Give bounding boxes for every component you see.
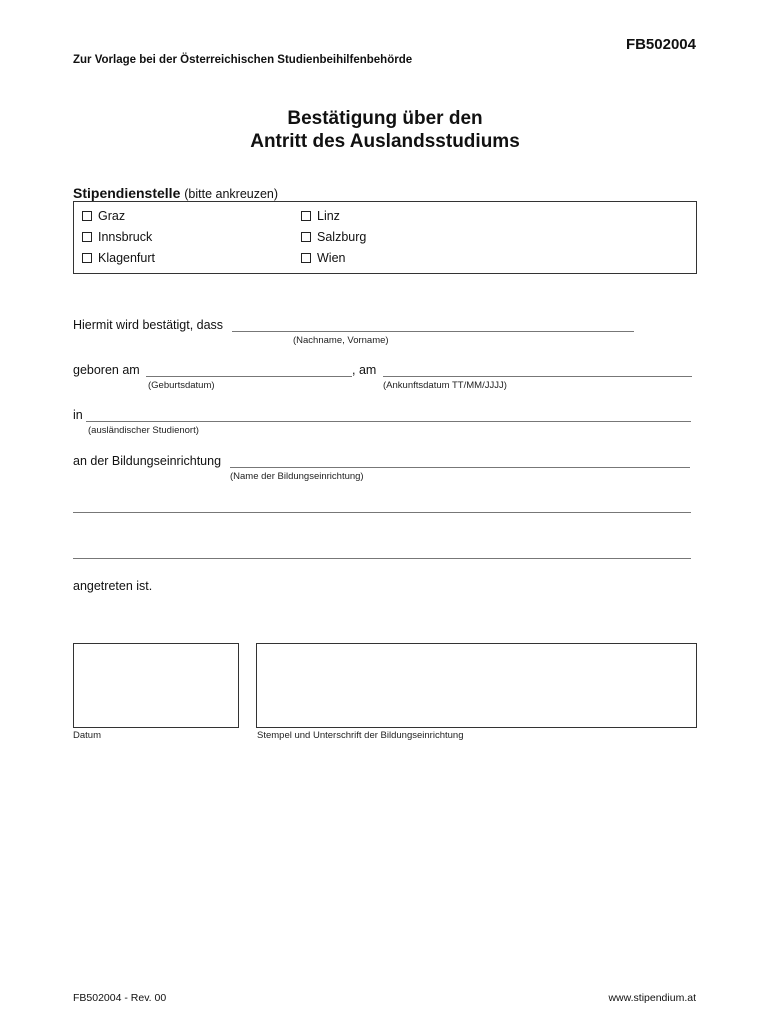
place-hint: (ausländischer Studienort): [88, 425, 199, 436]
closing-text: angetreten ist.: [73, 579, 153, 593]
checkbox-innsbruck[interactable]: [82, 232, 92, 242]
footer-revision: FB502004 - Rev. 00: [73, 992, 167, 1004]
arrival-date-field[interactable]: [383, 376, 692, 377]
birthdate-field[interactable]: [146, 376, 352, 377]
date-box[interactable]: [73, 643, 239, 728]
option-graz[interactable]: [82, 209, 125, 223]
option-salzburg[interactable]: [301, 230, 366, 244]
stipendienstelle-hint: (bitte ankreuzen): [184, 187, 279, 201]
document-title-line1: Bestätigung über den: [287, 108, 483, 129]
option-label: Innsbruck: [98, 230, 153, 244]
in-label: in: [73, 408, 83, 422]
institution-field-line2[interactable]: [73, 512, 691, 513]
checkbox-graz[interactable]: [82, 211, 92, 221]
option-label: Linz: [317, 209, 340, 223]
option-wien[interactable]: [301, 251, 345, 265]
study-place-field[interactable]: [86, 421, 691, 422]
confirm-label: Hiermit wird bestätigt, dass: [73, 318, 224, 332]
stipendienstelle-label: Stipendienstelle: [73, 185, 181, 201]
stipendienstelle-heading: [73, 185, 278, 201]
form-code: FB502004: [625, 36, 696, 53]
footer-website: www.stipendium.at: [608, 992, 696, 1004]
date-label: Datum: [73, 730, 101, 741]
institution-field[interactable]: [230, 467, 690, 468]
option-label: Klagenfurt: [98, 251, 155, 265]
checkbox-salzburg[interactable]: [301, 232, 311, 242]
institution-label: an der Bildungseinrichtung: [73, 454, 222, 468]
name-field[interactable]: [232, 331, 634, 332]
authority-subheader: Zur Vorlage bei der Österreichischen Studienbeihilfenbehörde: [73, 54, 413, 66]
option-label: Graz: [98, 209, 126, 223]
institution-hint: (Name der Bildungseinrichtung): [230, 471, 364, 482]
option-label: Salzburg: [317, 230, 367, 244]
stipendienstelle-box: [73, 201, 697, 274]
name-hint: (Nachname, Vorname): [293, 335, 389, 346]
option-innsbruck[interactable]: [82, 230, 152, 244]
institution-field-line3[interactable]: [73, 558, 691, 559]
checkbox-linz[interactable]: [301, 211, 311, 221]
arrival-label: , am: [352, 363, 377, 377]
document-title-line2: Antritt des Auslandsstudiums: [250, 131, 520, 152]
option-label: Wien: [317, 251, 346, 265]
stamp-signature-box[interactable]: [256, 643, 697, 728]
arrival-hint: (Ankunftsdatum TT/MM/JJJJ): [383, 380, 507, 391]
option-linz[interactable]: [301, 209, 340, 223]
birthdate-hint: (Geburtsdatum): [148, 380, 215, 391]
stamp-label: Stempel und Unterschrift der Bildungseinrichtung: [257, 730, 464, 741]
born-label: geboren am: [73, 363, 140, 377]
checkbox-wien[interactable]: [301, 253, 311, 263]
option-klagenfurt[interactable]: [82, 251, 155, 265]
checkbox-klagenfurt[interactable]: [82, 253, 92, 263]
